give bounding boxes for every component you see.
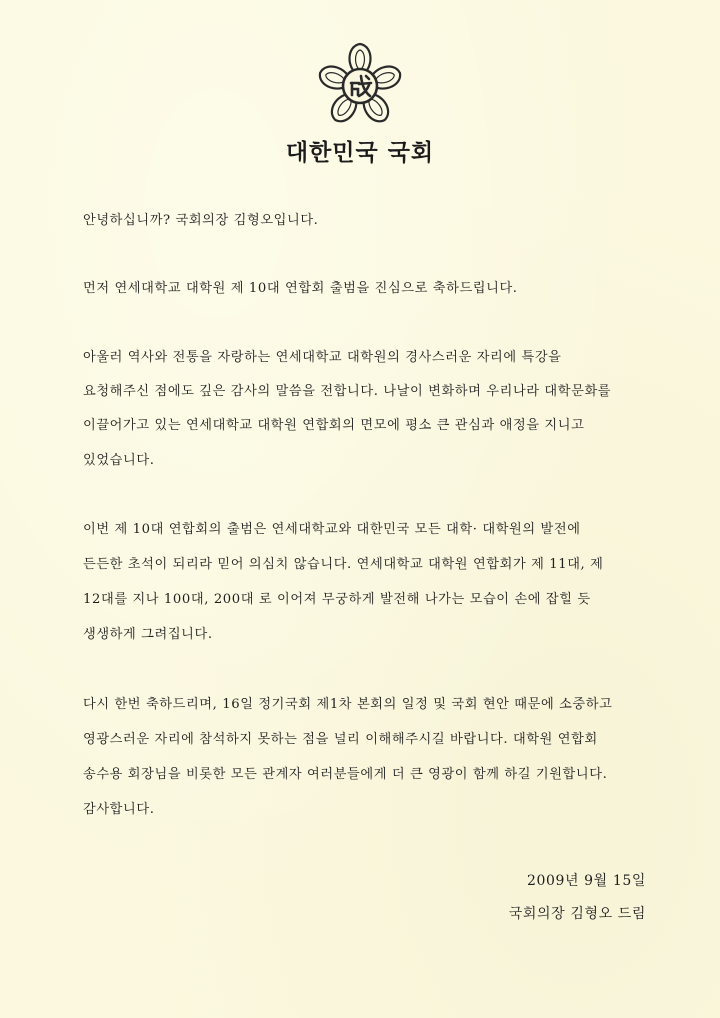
organization-name: 대한민국 국회 bbox=[285, 140, 435, 166]
letter-line: 이번 제 10대 연합회의 출범은 연세대학교와 대한민국 모든 대학· 대학원의 발전에 bbox=[83, 522, 581, 537]
letter-line: 12대를 지나 100대, 200대 로 이어져 무궁하게 발전해 나가는 모습이 손에 잡힐 듯 bbox=[83, 592, 591, 607]
letter-signature: 국회의장 김형오 드림 bbox=[508, 906, 646, 922]
letter-line: 안녕하십니까? 국회의장 김형오입니다. bbox=[83, 213, 319, 228]
letter-line: 있었습니다. bbox=[83, 453, 155, 468]
national-assembly-emblem-icon bbox=[312, 36, 408, 132]
letter-line: 요청해주신 점에도 깊은 감사의 말씀을 전합니다. 나날이 변화하며 우리나라 대학문화를 bbox=[83, 384, 612, 399]
letter-date: 2009년 9월 15일 bbox=[526, 873, 646, 889]
letter-line: 다시 한번 축하드리며, 16일 정기국회 제1차 본회의 일정 및 국회 현안 때문에 소중하고 bbox=[83, 697, 613, 712]
letter-line: 먼저 연세대학교 대학원 제 10대 연합회 출범을 진심으로 축하드립니다. bbox=[83, 281, 518, 296]
letter-line: 감사합니다. bbox=[83, 802, 155, 817]
letter-line: 송수용 회장님을 비롯한 모든 관계자 여러분들에게 더 큰 영광이 함께 하길 기원합니다. bbox=[83, 767, 608, 782]
letter-line: 이끌어가고 있는 연세대학교 대학원 연합회의 면모에 평소 큰 관심과 애정을 지니고 bbox=[83, 418, 585, 433]
letter-line: 영광스러운 자리에 참석하지 못하는 점을 널리 이해해주시길 바랍니다. 대학원 연합회 bbox=[83, 732, 598, 747]
letter-line: 생생하게 그려집니다. bbox=[83, 627, 213, 642]
letter-line: 아울러 역사와 전통을 자랑하는 연세대학교 대학원의 경사스러운 자리에 특강을 bbox=[83, 350, 562, 365]
letter-line: 든든한 초석이 되리라 믿어 의심치 않습니다. 연세대학교 대학원 연합회가 제 11대, 제 bbox=[83, 557, 604, 572]
